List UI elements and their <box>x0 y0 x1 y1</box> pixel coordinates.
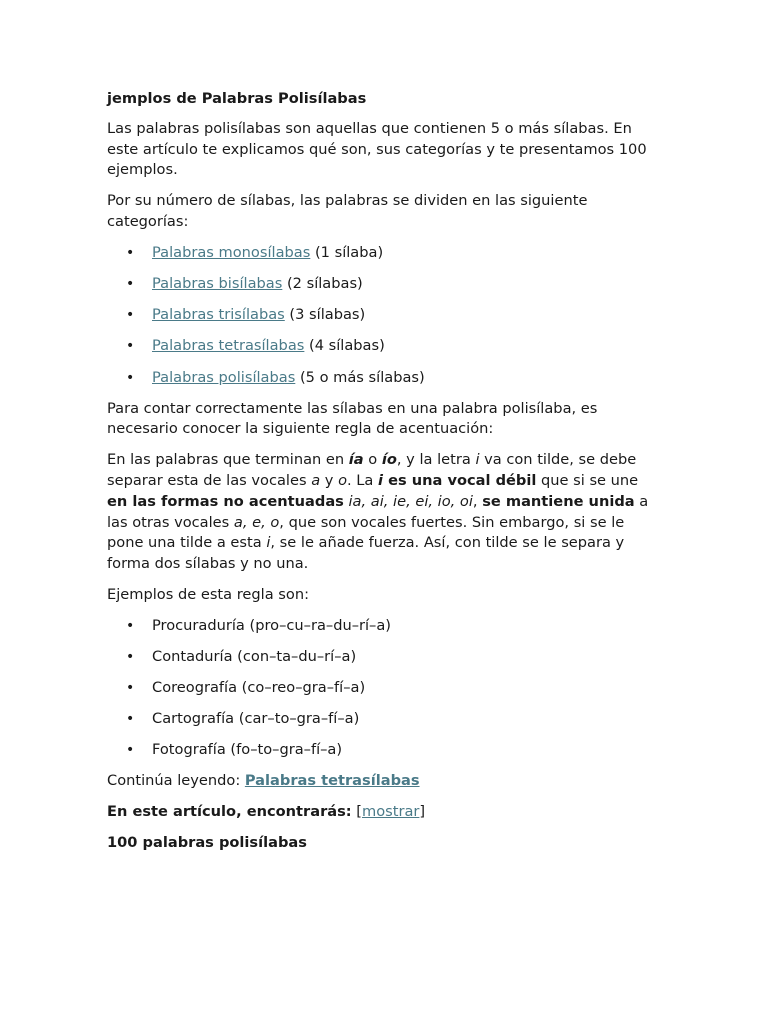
article <box>107 89 662 863</box>
category-suffix: (1 sílaba) <box>310 243 384 261</box>
list-item <box>107 709 662 740</box>
continue-label: Continúa leyendo: <box>107 772 245 790</box>
rule-letter-i: i <box>266 534 271 552</box>
bullet-icon: • <box>126 648 135 665</box>
bullet-icon: • <box>126 742 135 759</box>
rule-vowel-pairs: ia, ai, ie, ei, io, oi <box>348 492 473 510</box>
rule-text: , y la letra <box>396 451 476 469</box>
article-title: jemplos de Palabras Polisílabas <box>107 90 367 107</box>
rule-text: o <box>363 451 382 469</box>
example-text: Fotografía (fo–to–gra–fí–a) <box>152 741 343 759</box>
list-item <box>107 616 662 647</box>
category-suffix: (5 o más sílabas) <box>295 368 425 386</box>
examples-list <box>107 616 662 772</box>
toc-show-link[interactable]: mostrar <box>361 803 420 821</box>
toc-label: En este artículo, encontrarás: <box>107 803 352 821</box>
category-suffix: (2 sílabas) <box>282 274 363 292</box>
toc-bracket-close: ] <box>419 803 426 821</box>
section-heading: 100 palabras polisílabas <box>107 834 307 852</box>
list-item <box>107 336 662 367</box>
rule-text: , <box>472 492 483 510</box>
category-suffix: (3 sílabas) <box>284 306 366 324</box>
link-monosilabas[interactable]: Palabras monosílabas <box>152 243 311 261</box>
list-item <box>107 305 662 336</box>
example-text: Contaduría (con–ta–du–rí–a) <box>152 647 357 665</box>
rule-text: , se le añade fuerza. Así, con tilde se le separa y forma dos sílabas y no una. <box>107 534 625 573</box>
link-trisilabas[interactable]: Palabras trisílabas <box>152 306 285 324</box>
bullet-icon: • <box>126 338 135 355</box>
rule-unaccented-forms: en las formas no acentuadas <box>107 492 344 510</box>
rule-text: . La <box>347 471 378 489</box>
link-tetrasilabas[interactable]: Palabras tetrasílabas <box>152 337 305 355</box>
intro-paragraph: Las palabras polisílabas son aquellas que contienen 5 o más sílabas. En este artículo te explicamos qué son, sus categorías y te presentamos 100 ejemplos. <box>107 119 647 179</box>
rule-io: ío <box>381 451 397 469</box>
rule-letter-a: a <box>311 471 321 489</box>
list-item <box>107 274 662 305</box>
bullet-icon: • <box>126 244 135 261</box>
rule-text: , que son vocales fuertes. Sin embargo, si se le pone una tilde a esta <box>107 513 625 552</box>
categories-intro: Por su número de sílabas, las palabras se dividen en las siguiente categorías: <box>107 192 588 230</box>
bullet-icon: • <box>126 711 135 728</box>
rule-text: En las palabras que terminan en <box>107 451 349 469</box>
toc-line <box>107 802 662 823</box>
rule-ia: ía <box>348 451 364 469</box>
link-bisilabas[interactable]: Palabras bisílabas <box>152 274 283 292</box>
example-text: Procuraduría (pro–cu–ra–du–rí–a) <box>152 616 391 634</box>
rule-stays-joined: se mantiene unida <box>482 492 635 510</box>
example-text: Cartografía (car–to–gra–fí–a) <box>152 710 360 728</box>
rule-text: va con tilde, se debe separar esta de las vocales <box>107 451 637 489</box>
rule-text: que si se une <box>536 471 639 489</box>
examples-intro: Ejemplos de esta regla son: <box>107 585 309 603</box>
categories-list <box>107 243 662 399</box>
rule-strong-vowels: a, e, o <box>233 513 280 531</box>
rule-paragraph <box>107 450 662 575</box>
list-item <box>107 678 662 709</box>
rule-letter-o: o <box>338 471 347 489</box>
list-item <box>107 647 662 678</box>
rule-intro: Para contar correctamente las sílabas en una palabra polisílaba, es necesario conocer la siguiente regla de acentuación: <box>107 399 598 438</box>
list-item <box>107 740 662 771</box>
bullet-icon: • <box>126 369 135 386</box>
rule-weak-vowel: es una vocal débil <box>383 471 537 489</box>
continue-link[interactable]: Palabras tetrasílabas <box>244 772 420 790</box>
list-item <box>107 243 662 274</box>
example-text: Coreografía (co–reo–gra–fí–a) <box>152 679 366 697</box>
rule-letter-i: i <box>475 451 480 469</box>
category-suffix: (4 sílabas) <box>304 337 385 355</box>
rule-bold-i: i <box>378 471 384 489</box>
bullet-icon: • <box>126 307 135 324</box>
bullet-icon: • <box>126 617 135 634</box>
continue-reading <box>107 771 662 792</box>
bullet-icon: • <box>126 680 135 697</box>
bullet-icon: • <box>126 275 135 292</box>
link-polisilabas[interactable]: Palabras polisílabas <box>152 368 296 386</box>
list-item <box>107 368 662 399</box>
rule-text: a las otras vocales <box>107 492 649 531</box>
rule-text: y <box>320 471 339 489</box>
toc-bracket-open: [ <box>351 803 362 821</box>
